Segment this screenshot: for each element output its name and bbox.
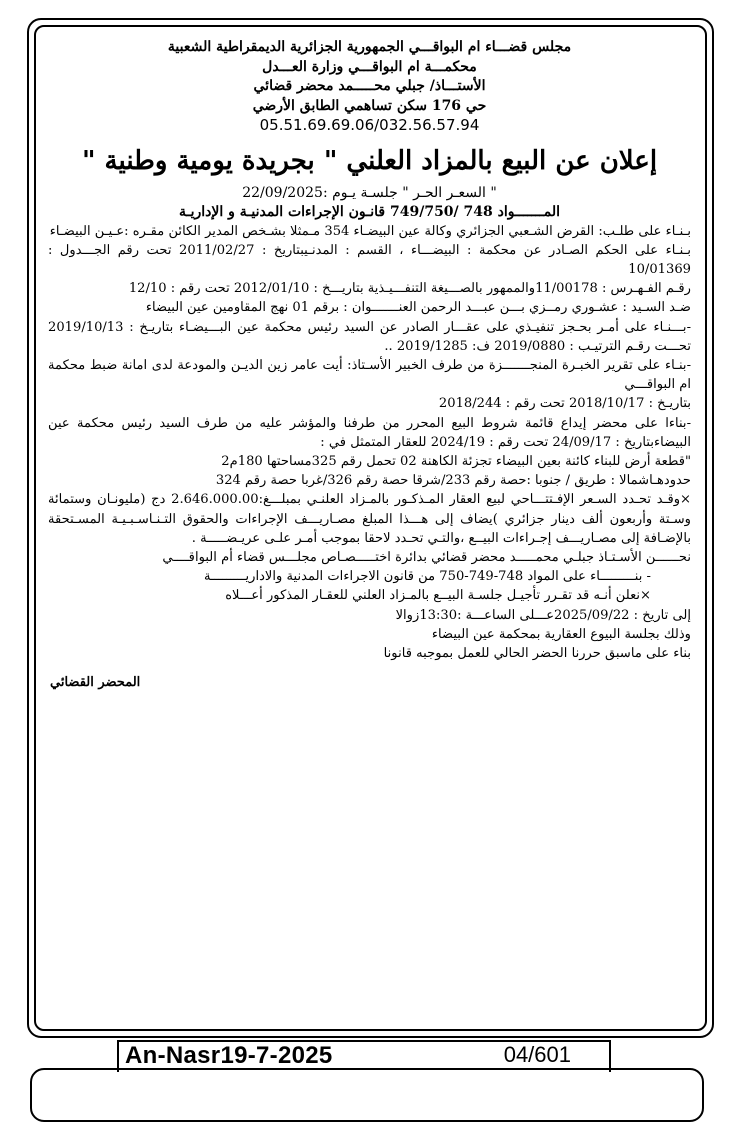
paragraph-venue: وذلك بجلسة البيوع العقارية بمحكمة عين البيضاء [431,626,691,642]
next-notice-border [30,1068,704,1122]
paragraph-expert-report: -بنـاء على تقرير الخبـرة المنجـــــــزة من طرف الخبير الأسـتاذ: أيت عامر زين الديـن والمودعة لدى امانة ضبط محكمة ام البواقـــي [48,357,691,393]
session-line: " السعـر الحـر " جلسـة يـوم :22/09/2025 [242,184,497,201]
header-phones: 05.51.69.69.06/032.56.57.94 [259,116,480,134]
paragraph-judgment: بـنـاء على الحكم الصـادر عن محكمة : البيضـــاء ، القسم : المدنـيبتاريخ : 2011/02/27 تحت رقم الجـــدول : 10/01369 [48,242,692,277]
paragraph-report-date: بتاريـخ : 2018/10/17 تحت رقم : 2018/244 [438,396,691,412]
paragraph-property: "قطعة أرض للبناء كائنة بعين البيضاء تجزئة الكاهنة 02 تحمل رقم 325مساحتها 180م2 [221,453,691,469]
publication-number: 04/601 [503,1042,571,1067]
paragraph-opening-price: ×وقـد تحـدد السـعر الإفـتتـــاحي لبيع العقار المـذكـور بالمـزاد العلنـي بمبلـــغ:2.646.000.00 دج (مليونـان وستمائة وسـتة وأربعون ألف دينار جزائري )يضاف إلى هـــذا المبلغ مصـاريـــف الإجراءات والحقوق التـنـاسـبـيـة المسـتحقة بالإضـافة إلى مصـاريـــف إجـراءات البيــع ،والتـي تحـدد لاحقا بموجب أمـر علـى عريـضـــــة . [48,492,692,546]
notice-body [48,222,691,664]
header-line-2: محكمـــة ام البواقـــي وزارة العـــدل [262,58,477,75]
paragraph-bailiff: نحــــــن الأسـتـاذ جبلـي محمـــــد محضر قضائي بدائرة اختـــــصـاص مجلـــس قضاء أم البواقــــي [162,549,691,565]
paragraph-defendant: ضـد السـيد : عشـوري رمــزي بـــن عبـــد الرحمن العنـــــــوان : برقم 01 نهج المقاومين عين البيضاء [145,300,691,316]
paragraph-conditions-list: -بناءا على محضر إيداع قائمة شروط البيع المحرر من طرفنا والمؤشر عليه من طرف السيد رئيس محكمة عين البيضاءبتاريخ : 24/09/17 تحت رقم : 2024/19 للعقار المتمثل في : [48,415,691,450]
paragraph-seizure-order: -بـــنـاء على أمـر بحـجز تنفيـذي على عقـــار الصادر عن السيد رئيس محكمة عين البـــيضـاء بتاريـخ : 2019/10/13 تحـــت رقـم الترتيـب : 2019/0880 ف: 2019/1285 .. [48,319,691,354]
notice-content [48,38,691,690]
paragraph-articles: - بنـــــــــاء على المواد 748-749-750 من قانون الاجراءات المدنية والاداريـــــــــة [203,569,651,585]
publication-date: An-Nasr19-7-2025 [125,1042,333,1069]
paragraph-applicant: بـنـاء على طلـب: القرض الشـعبي الجزائري وكالة عين البيضـاء 354 مـمثلا بشـخص المدير الكائن مقـره :عـيـن البيضـاء [49,223,691,239]
paragraph-boundaries: حدودهـاشمالا : طريق / جنوبا :حصة رقم 233/شرقا حصة رقم 326/غربا حصة رقم 324 [215,473,691,489]
header-line-4: حي 176 سكن تساهمي الطابق الأرضي [252,97,487,114]
paragraph-index: رقـم الفـهـرس : 11/00178والممهور بالصـــيغة التنفـــيـذية بتاريـــخ : 2012/01/10 تحت رقم : 12/10 [128,281,691,297]
header-line-1: مجلس قضـــاء ام البواقـــي الجمهورية الجزائرية الديمقراطية الشعبية [167,39,572,55]
paragraph-postponement: ×نعلن أنـه قد تقـرر تأجيـل جلسـة البيــع بالمـزاد العلني للعقـار المذكور أعـــلاه [225,588,651,604]
header-line-3: الأستـــاذ/ جبلي محـــــمد محضر قضائي [253,78,486,94]
signature: المحضر القضائي [50,675,141,691]
paragraph-closing: بناء على ماسبق حررنا الحضر الحالي للعمل بموجبه قانونا [383,645,691,661]
law-articles-line: المـــــــواد 748 /749/750 قانـون الإجراءات المدنيـة و الإداريـة [179,203,560,220]
paragraph-new-date: إلى تاريخ : 2025/09/22عـــلى الساعـــة :13:30زوالا [395,607,691,623]
notice-title: إعلان عن البيع بالمزاد العلني " بجريدة يومية وطنية " [81,145,658,176]
